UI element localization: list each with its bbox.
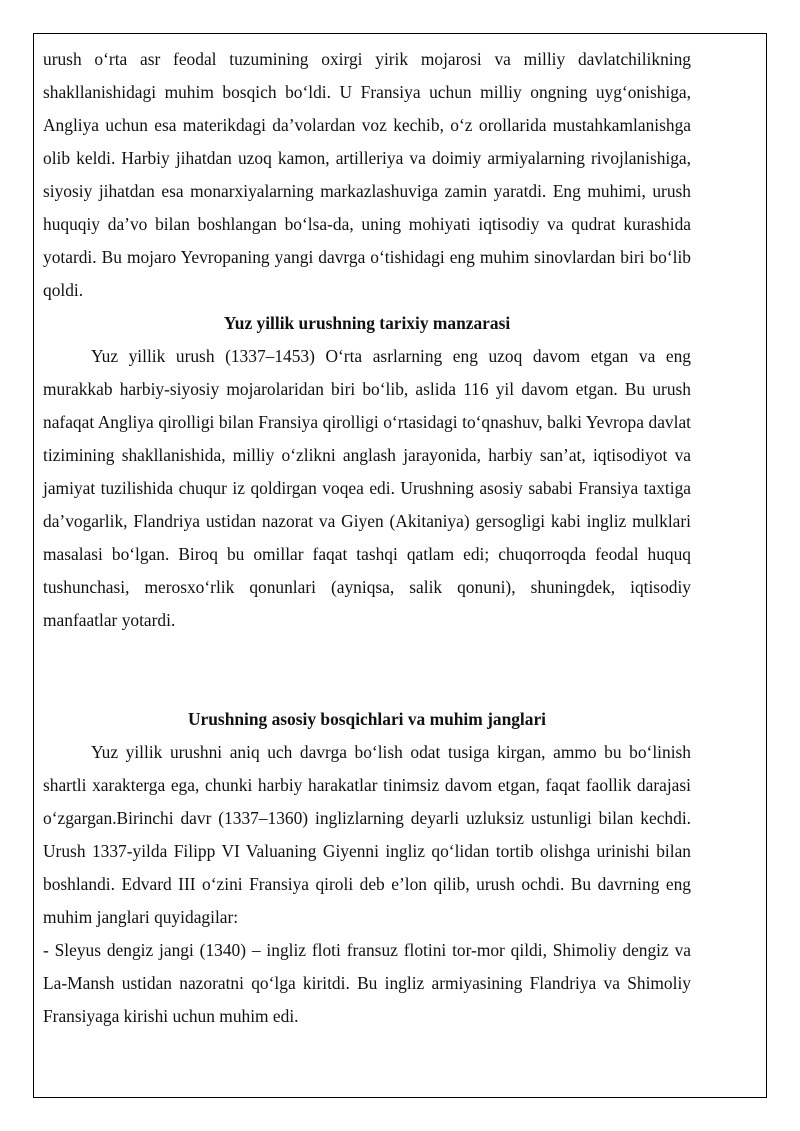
bullet-item-sluys-battle: - Sleyus dengiz jangi (1340) – ingliz floti fransuz flotini tor-mor qildi, Shimoliy dengiz va La-Mansh ustidan nazoratni qo‘lga kiritdi. Bu ingliz armiyasining Flandriya va Shimoliy Fransiyaga kirishi uchun muhim edi. [43, 940, 691, 1026]
section-spacer [43, 637, 691, 703]
intro-paragraph: urush o‘rta asr feodal tuzumining oxirgi yirik mojarosi va milliy davlatchilikning shakllanishidagi muhim bosqich bo‘ldi. U Fransiya uchun milliy ongning uyg‘onishiga, Angliya uchun esa materikdagi da’volardan voz kechib, o‘z orollarida mustahkamlanishga olib keldi. Harbiy jihatdan uzoq kamon, artilleriya va doimiy armiyalarning rivojlanishiga, siyosiy jihatdan esa monarxiyalarning markazlashuviga zamin yaratdi. Eng muhimi, urush huquqiy da’vo bilan boshlangan bo‘lsa-da, uning mohiyati iqtisodiy va qudrat kurashida yotardi. Bu mojaro Yevropaning yangi davrga o‘tishidagi eng muhim sinovlardan biri bo‘lib qoldi. [43, 49, 691, 300]
section-heading-main-stages: Urushning asosiy bosqichlari va muhim janglari [187, 709, 547, 729]
main-stages-paragraph: Yuz yillik urushni aniq uch davrga bo‘lish odat tusiga kirgan, ammo bu bo‘linish shartli xarakterga ega, chunki harbiy harakatlar tinimsiz davom etgan, faqat faollik darajasi o‘zgargan.Birinchi davr (1337–1360) inglizlarning deyarli uzluksiz ustunligi bilan kechdi. Urush 1337-yilda Filipp VI Valuaning Giyenni ingliz qo‘lidan tortib olishga urinishi bilan boshlandi. Edvard III o‘zini Fransiya qiroli deb e’lon qilib, urush ochdi. Bu davrning eng muhim janglari quyidagilar: [43, 742, 691, 927]
historical-overview-paragraph: Yuz yillik urush (1337–1453) O‘rta asrlarning eng uzoq davom etgan va eng murakkab harbiy-siyosiy mojarolaridan biri bo‘lib, aslida 116 yil davom etgan. Bu urush nafaqat Angliya qirolligi bilan Fransiya qirolligi o‘rtasidagi to‘qnashuv, balki Yevropa davlat tizimining shakllanishida, milliy o‘zlikni anglash jarayonida, harbiy san’at, iqtisodiyot va jamiyat tuzilishida chuqur iz qoldirgan voqea edi. Urushning asosiy sababi Fransiya taxtiga da’vogarlik, Flandriya ustidan nazorat va Giyen (Akitaniya) gersogligi kabi ingliz mulklari masalasi bo‘lgan. Biroq bu omillar faqat tashqi qatlam edi; chuqorroqda feodal huquq tushunchasi, merosxo‘rlik qonunlari (ayniqsa, salik qonuni), shuningdek, iqtisodiy manfaatlar yotardi. [43, 346, 691, 630]
section-heading-historical-overview: Yuz yillik urushning tarixiy manzarasi [223, 313, 511, 333]
document-body [43, 43, 691, 1033]
